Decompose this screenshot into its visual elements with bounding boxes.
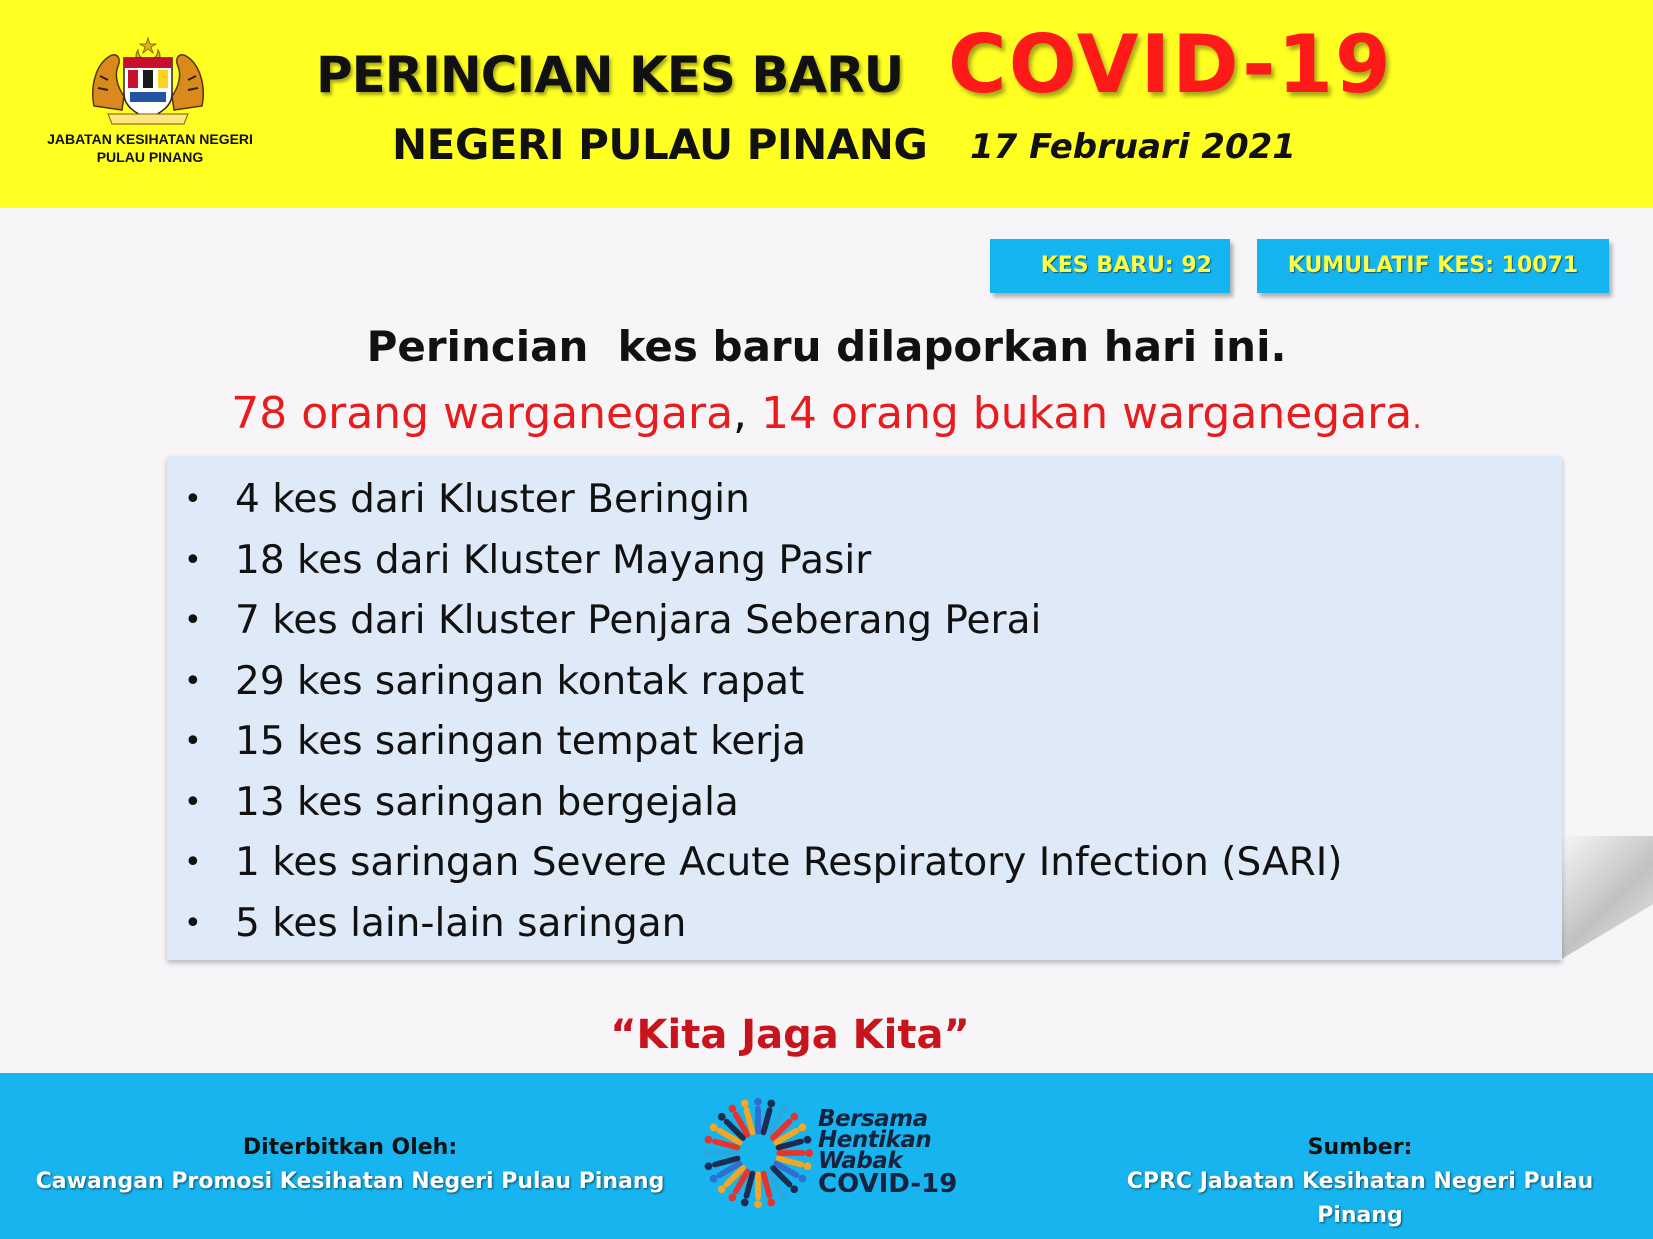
bullet-icon: •: [184, 542, 202, 578]
list-item-text: 4 kes dari Kluster Beringin: [235, 477, 750, 522]
bullet-icon: •: [184, 482, 202, 517]
campaign-line1: Bersama: [818, 1106, 928, 1132]
sunburst-figure-head: [729, 1105, 737, 1113]
sunburst-figure-head: [703, 1149, 711, 1157]
list-item: [167, 773, 1562, 834]
sunburst-figure-head: [710, 1175, 718, 1183]
sunburst-figures-icon: [700, 1095, 816, 1211]
footer-banner: [0, 1073, 1653, 1239]
list-item: [167, 894, 1562, 955]
campaign-line3: Wabak: [818, 1148, 903, 1174]
list-item-text: 5 kes lain-lain saringan: [235, 900, 687, 946]
bullet-icon: •: [184, 784, 202, 820]
sunburst-figure-head: [718, 1113, 726, 1121]
campaign-logo-text: [818, 1106, 988, 1199]
campaign-line2: Hentikan: [818, 1127, 932, 1153]
sunburst-figure-head: [804, 1162, 812, 1170]
non-citizens-count: 14 orang bukan warganegara: [761, 388, 1413, 439]
slogan: “Kita Jaga Kita”: [610, 1012, 970, 1058]
sunburst-figure-head: [799, 1175, 807, 1183]
sunburst-figure-head: [805, 1149, 813, 1157]
sunburst-figure-head: [754, 1098, 762, 1106]
list-item: [167, 591, 1562, 652]
sunburst-figure-head: [710, 1124, 718, 1132]
page-title-highlight: COVID-19: [948, 18, 1393, 111]
report-date: 17 Februari 2021: [970, 127, 1296, 167]
header-banner: [0, 0, 1653, 208]
citizens-end-mark: .: [1412, 401, 1422, 436]
summary-headline: Perincian kes baru dilaporkan hari ini.: [366, 322, 1287, 371]
page-title: PERINCIAN KES BARU: [316, 46, 904, 104]
publisher-name: Cawangan Promosi Kesihatan Negeri Pulau Pinang: [35, 1169, 665, 1194]
list-item-text: 13 kes saringan bergejala: [235, 779, 739, 825]
publisher-block: [30, 1131, 670, 1199]
source-block: [1090, 1131, 1630, 1233]
decorative-shadow: [1560, 836, 1653, 960]
malaysia-coat-of-arms-icon: [88, 36, 208, 126]
sunburst-figure-head: [705, 1136, 713, 1144]
sunburst-figure-head: [790, 1185, 798, 1193]
publisher-label: Diterbitkan Oleh:: [242, 1135, 458, 1160]
case-breakdown-box: [167, 456, 1562, 960]
sunburst-figure-head: [790, 1113, 798, 1121]
sunburst-figure-head: [741, 1100, 749, 1108]
list-item-text: 18 kes dari Kluster Mayang Pasir: [235, 537, 872, 583]
sunburst-figure-head: [754, 1200, 762, 1208]
sunburst-figure-head: [780, 1194, 788, 1202]
source-label: Sumber:: [1307, 1135, 1413, 1160]
list-item-text: 7 kes dari Kluster Penjara Seberang Perai: [235, 598, 1042, 643]
sunburst-figure-head: [718, 1185, 726, 1193]
list-item: [167, 712, 1562, 773]
citizenship-summary: [0, 388, 1653, 439]
list-item: [167, 652, 1562, 713]
bullet-icon: •: [184, 603, 202, 638]
sunburst-figure-head: [705, 1162, 713, 1170]
citizens-count: 78 orang warganegara: [231, 388, 734, 439]
list-item-text: 29 kes saringan kontak rapat: [235, 658, 805, 704]
campaign-line4: COVID-19: [818, 1169, 958, 1199]
department-name-line2: PULAU PINANG: [96, 149, 204, 165]
list-item-text: 1 kes saringan Severe Acute Respiratory Infection (SARI): [235, 840, 1343, 885]
list-item: [167, 833, 1562, 894]
list-item: [167, 531, 1562, 592]
bullet-icon: •: [184, 905, 202, 941]
sunburst-figure-head: [799, 1124, 807, 1132]
new-cases-badge: KES BARU: 92: [990, 239, 1230, 293]
bullet-icon: •: [184, 724, 202, 759]
sunburst-figure-head: [767, 1199, 775, 1207]
citizens-separator: ,: [733, 388, 748, 439]
cumulative-cases-badge: KUMULATIF KES: 10071: [1257, 239, 1609, 293]
state-subtitle: NEGERI PULAU PINANG: [392, 120, 928, 169]
department-name: [20, 130, 280, 166]
source-name: CPRC Jabatan Kesihatan Negeri Pulau Pinang: [1126, 1169, 1594, 1228]
sunburst-figure-head: [767, 1100, 775, 1108]
list-item: [167, 470, 1562, 531]
bullet-icon: •: [184, 845, 202, 880]
list-item-text: 15 kes saringan tempat kerja: [235, 719, 807, 764]
bullet-icon: •: [184, 663, 202, 699]
case-breakdown-list: [167, 456, 1562, 954]
sunburst-figure-head: [729, 1194, 737, 1202]
sunburst-figure-head: [741, 1199, 749, 1207]
sunburst-figure-head: [804, 1136, 812, 1144]
department-name-line1: JABATAN KESIHATAN NEGERI: [47, 131, 253, 147]
sunburst-figure-head: [780, 1105, 788, 1113]
